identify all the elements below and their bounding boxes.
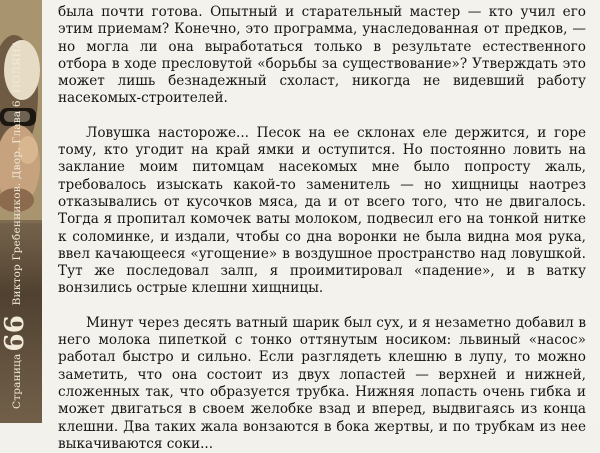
paragraph-continuation: была почти готова. Опытный и старательный мастер — кто учил его этим приемам? Конечно, это программа, унаследованная от предков, — но могла ли она выработаться только в результате естественного отбора в ходе пресловутой «борьбы за существование»? Утверждать это может лишь безнадежный схоласт, никогда не видевший работу насекомых-строителей. bbox=[58, 4, 586, 107]
side-strip bbox=[0, 0, 42, 423]
paragraph: Ловушка настороже... Песок на ее склонах еле держится, и горе тому, кто угодит на край ямки и оступится. Но постоянно ловить на заклание моим питомцам насекомых мне было попросту жаль, требовалось изыскать какой-то заменитель — но хищницы наотрез отказывались от кусочков мяса, да и от всего того, что не двигалось. Тогда я пропитал комочек ваты молоком, подвесил его на тонкой нитке к соломинке, и издали, чтобы со дна воронки не была видна моя рука, ввел качающееся «угощение» в воздушное пространство над ловушкой. Тут же последовал залп, я проимитировал «падение», и в ватку вонзились острые клешни хищницы. bbox=[58, 124, 586, 297]
page-number: 66 bbox=[0, 314, 30, 352]
paragraph: Минут через десять ватный шарик был сух, и я незаметно добавил в него молока пипеткой с тонко оттянутым носиком: львиный «насос» работал быстро и сильно. Если разглядеть клешню в лупу, то можно заметить, что она состоит из двух лопастей — верхней и нижней, сложенных так, что образуется трубка. Нижняя лопасть очень гибка и может двигаться в своем желобке взад и вперед, выдвигаясь из конца клешни. Два таких жала вонзаются в бока жертвы, и по трубкам из нее выкачиваются соки... bbox=[58, 314, 586, 452]
book-chapter-caption: Виктор Гребенников. Двор. Глава 6. ПОЛЯНА bbox=[11, 39, 23, 306]
page-label: Страница bbox=[11, 353, 23, 409]
side-caption bbox=[0, 14, 36, 409]
page-text bbox=[58, 4, 586, 453]
